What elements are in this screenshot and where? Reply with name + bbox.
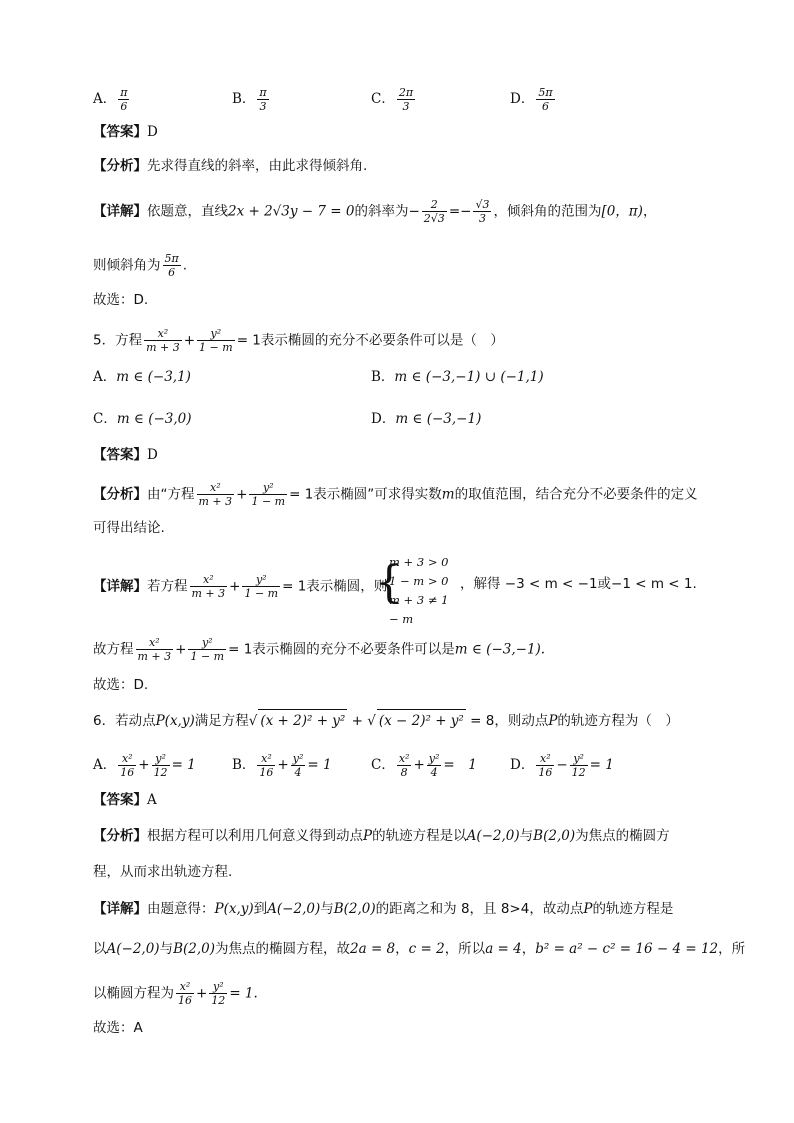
fraction: $\frac{\text{x²}}{16}$: [259, 752, 274, 779]
denominator: 2√3: [423, 212, 445, 225]
q6-option-b: B． $\frac{\text{x²}}{16}$ + $\frac{\text{y²}}{4}$ = 1: [232, 752, 332, 779]
fraction: $\frac{\text{x²}}{m + 3}$: [137, 636, 172, 663]
q5-option-b: [371, 366, 544, 388]
q4-option-a: [93, 86, 131, 113]
brace-icon: {: [375, 557, 403, 608]
option-label: B．: [232, 91, 256, 107]
answer-value: A: [147, 792, 157, 808]
fraction: [536, 86, 554, 113]
q6-option-d: D． $\frac{\text{x²}}{16}$ − $\frac{\text{y²}}{12}$ = 1: [510, 752, 614, 779]
text: 的轨迹方程为（ ）: [557, 713, 679, 729]
detail-tag: 【详解】: [93, 578, 147, 595]
denominator: 3: [259, 100, 267, 113]
answer-tag: 【答案】: [93, 447, 147, 463]
q6-analysis-line2: 程，从而求出轨迹方程.: [93, 864, 233, 880]
fraction: $\frac{\text{y²}}{4}$: [292, 752, 304, 779]
analysis-tag: 【分析】: [93, 828, 147, 844]
numerator: 5π: [538, 86, 553, 99]
numerator: 5π: [164, 252, 179, 265]
text: 由“方程: [147, 486, 195, 503]
numerator: π: [120, 86, 128, 99]
option-label: C．: [371, 757, 395, 773]
fraction: $\frac{\text{y²}}{4}$: [428, 752, 440, 779]
fraction: [163, 252, 181, 279]
text: 故方程: [93, 641, 134, 658]
fraction: $\frac{\text{y²}}{12}$: [153, 752, 168, 779]
option-text: m ∈ (−3,−1) ∪ (−1,1): [394, 369, 544, 385]
fraction: $\frac{\text{x²}}{m + 3}$: [191, 573, 226, 600]
answer-value: D: [147, 124, 158, 140]
text: 5．方程: [93, 332, 143, 349]
analysis-tag: 【分析】: [93, 158, 147, 174]
option-label: C．: [371, 91, 395, 107]
q6-choose: 故选：A: [93, 1020, 143, 1036]
q4-choose: 故选：D.: [93, 292, 149, 308]
text: 表示椭圆的充分不必要条件可以是: [252, 641, 455, 658]
q6-detail-line2: 以A(−2,0)与B(2,0)为焦点的椭圆方程，故2a = 8，c = 2，所以a = 4，b² = a² − c² = 16 − 4 = 12，所: [93, 941, 746, 957]
q5-option-a: [93, 366, 191, 388]
text: 表示椭圆，则: [306, 578, 388, 595]
q5-detail-result: ，解得 −3 < m < −1或−1 < m < 1.: [460, 576, 697, 592]
system-eq-2: 1 − m > 0: [389, 574, 449, 588]
fraction: [257, 86, 268, 113]
fraction: $\frac{\text{x²}}{16}$: [120, 752, 135, 779]
text: = 8，则动点: [465, 713, 549, 729]
q6-detail-line3: 以椭圆方程为 $\frac{\text{x²}}{16}$ + $\frac{\text{y²}}{12}$ = 1.: [93, 980, 258, 1007]
radicand: (x + 2)² + y²: [258, 709, 347, 732]
text: 表示椭圆”可求得实数: [313, 486, 442, 503]
fraction: $\frac{\text{x²}}{m + 3}$: [198, 481, 233, 508]
detail-tag: 【详解】: [93, 901, 147, 917]
range: [0，π): [601, 203, 643, 220]
q6-stem: 6．若动点P(x,y)满足方程√ (x + 2)² + y² + √ (x − 2)² + y² = 8，则动点P的轨迹方程为（ ）: [93, 709, 679, 732]
text: 的取值范围，结合充分不必要条件的定义: [454, 486, 698, 503]
text: 表示椭圆的充分不必要条件可以是（ ）: [260, 332, 504, 349]
text: 若方程: [147, 578, 188, 595]
variable: P: [548, 713, 558, 729]
option-text: m ∈ (−3,0): [116, 411, 192, 427]
numerator: π: [259, 86, 267, 99]
numerator: 2: [422, 198, 447, 212]
text: ，倾斜角的范围为: [493, 203, 602, 220]
fraction: $\frac{\text{x²}}{16}$: [538, 752, 553, 779]
fraction: $\frac{\text{x²}}{8}$: [398, 752, 410, 779]
q4-option-b: [232, 86, 271, 113]
equation: 2x + 2√3y − 7 = 0: [228, 203, 355, 220]
fraction: $\frac{\text{y²}}{1 - m}$: [199, 327, 233, 354]
option-label: B．: [232, 757, 256, 773]
answer-range: m ∈ (−3,−1).: [454, 641, 546, 658]
text: 依题意，直线: [147, 203, 228, 220]
answer-tag: 【答案】: [93, 792, 147, 808]
denominator: 3: [402, 100, 410, 113]
q5-stem: 5．方程 $\frac{\text{x²}}{m + 3}$ + $\frac{\text{y²}}{1 - m}$ = 1表示椭圆的充分不必要条件可以是（ ）: [93, 327, 504, 354]
q5-analysis: 【分析】由“方程 $\frac{\text{x²}}{m + 3}$ + $\frac{\text{y²}}{1 - m}$ = 1表示椭圆”可求得实数m的取值范围，结合充分不必要条件的定义: [93, 481, 698, 508]
radicand: (x − 2)² + y²: [377, 709, 466, 732]
detail-tag: 【详解】: [93, 203, 147, 220]
fraction: $\frac{\text{y²}}{12}$: [571, 752, 586, 779]
option-label: D．: [510, 757, 535, 773]
fraction: $\frac{\text{y²}}{1 - m}$: [251, 481, 286, 508]
answer-tag: 【答案】: [93, 124, 147, 140]
variable: m: [441, 486, 455, 503]
q5-option-d: [371, 408, 481, 430]
fraction: [422, 198, 447, 225]
q6-detail: 【详解】由题意得：P(x,y)到A(−2,0)与B(2,0)的距离之和为 8，且 8>4，故动点P的轨迹方程是: [93, 901, 674, 917]
numerator: √3: [475, 198, 490, 211]
text: 则倾斜角为: [93, 257, 161, 274]
q5-option-c: [93, 408, 192, 430]
fraction: [397, 86, 415, 113]
answer-value: D: [147, 447, 158, 463]
analysis-text: 先求得直线的斜率，由此求得倾斜角.: [147, 158, 368, 174]
q6-option-a: A． $\frac{\text{x²}}{16}$ + $\frac{\text{y²}}{12}$ = 1: [93, 752, 196, 779]
option-label: C．: [93, 411, 117, 427]
option-label: D．: [510, 91, 535, 107]
denominator: 6: [168, 266, 176, 279]
q6-answer: [93, 789, 157, 811]
fraction: [473, 198, 491, 225]
point: P(x,y): [155, 713, 195, 729]
q4-option-c: [371, 86, 417, 113]
q5-analysis-line2: 可得出结论.: [93, 520, 165, 536]
fraction: $\frac{\text{y²}}{12}$: [211, 980, 226, 1007]
fraction: $\frac{\text{x²}}{m + 3}$: [146, 327, 180, 354]
q4-answer: [93, 121, 158, 143]
numerator: 2π: [398, 86, 414, 99]
q4-detail-line2: 则倾斜角为 $\frac{5\pi}{6}$ .: [93, 252, 188, 279]
q4-detail: 【详解】依题意，直线2x + 2√3y − 7 = 0的斜率为− $\frac{2}{2√3}$ =− $\frac{√3}{3}$ ，倾斜角的范围为[0，π)，: [93, 198, 657, 225]
option-label: A．: [93, 757, 117, 773]
text: ，: [642, 203, 657, 220]
q5-system: [375, 553, 455, 626]
text: 6．若动点: [93, 713, 156, 729]
denominator: 6: [120, 100, 128, 113]
q5-choose: 故选：D.: [93, 677, 149, 693]
q4-option-d: [510, 86, 557, 113]
option-label: A．: [93, 91, 117, 107]
q5-detail: 【详解】若方程 $\frac{\text{x²}}{m + 3}$ + $\frac{\text{y²}}{1 - m}$ = 1表示椭圆，则: [93, 573, 388, 600]
fraction: $\frac{\text{x²}}{16}$: [178, 980, 192, 1007]
option-label: B．: [371, 369, 395, 385]
fraction: $\frac{\text{y²}}{1 - m}$: [190, 636, 225, 663]
fraction: $\frac{\text{y²}}{1 - m}$: [244, 573, 279, 600]
option-text: m ∈ (−3,1): [116, 369, 191, 385]
text: +: [347, 713, 368, 729]
system-eq-3: m + 3 ≠ 1 − m: [389, 593, 449, 626]
option-text: m ∈ (−3,−1): [395, 411, 482, 427]
text: 的斜率为: [354, 203, 409, 220]
system-eq-1: m + 3 > 0: [389, 555, 449, 569]
denominator: 6: [541, 100, 549, 113]
q6-option-c: C． $\frac{\text{x²}}{8}$ + $\frac{\text{y²}}{4}$ = 1: [371, 752, 477, 779]
fraction: [118, 86, 129, 113]
q5-conclusion: 故方程 $\frac{\text{x²}}{m + 3}$ + $\frac{\text{y²}}{1 - m}$ = 1表示椭圆的充分不必要条件可以是m ∈ (−3,−1).: [93, 636, 546, 663]
text: 满足方程: [194, 713, 249, 729]
q6-analysis: 【分析】根据方程可以利用几何意义得到动点P的轨迹方程是以A(−2,0)与B(2,0)为焦点的椭圆方: [93, 828, 670, 844]
denominator: 3: [478, 212, 486, 225]
analysis-tag: 【分析】: [93, 486, 147, 503]
q5-answer: [93, 444, 158, 466]
option-label: D．: [371, 411, 396, 427]
option-label: A．: [93, 369, 117, 385]
q4-analysis: [93, 155, 367, 177]
